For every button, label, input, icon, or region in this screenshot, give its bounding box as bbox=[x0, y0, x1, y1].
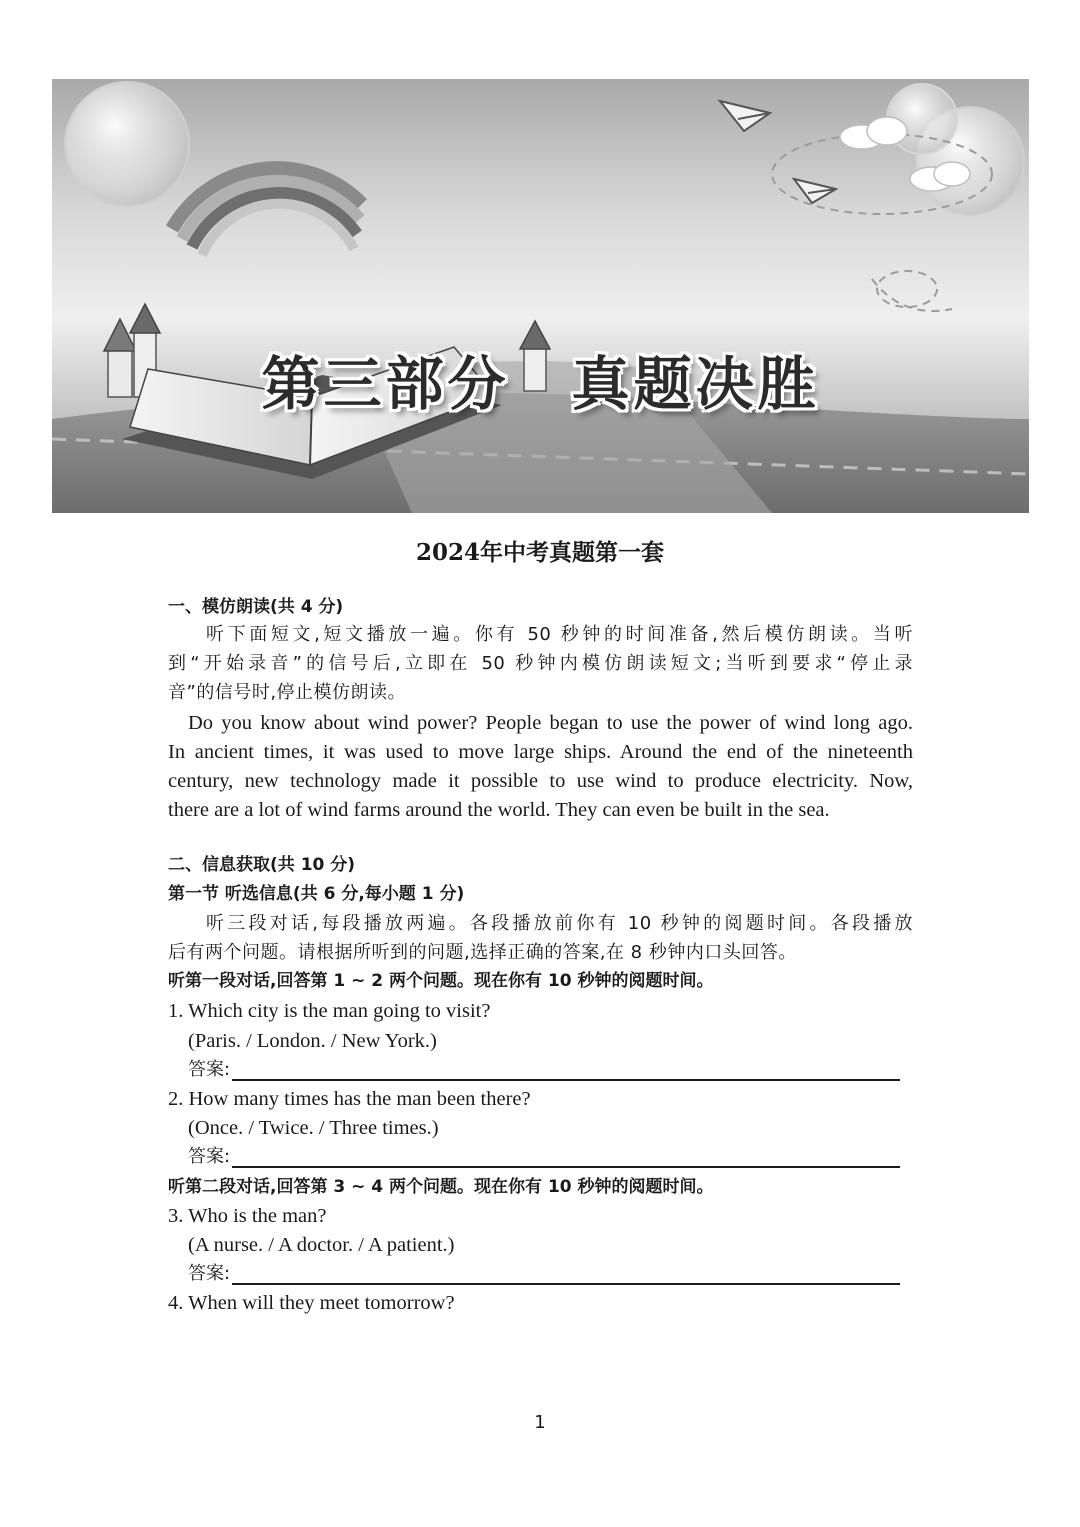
question-4: 4. When will they meet tomorrow? bbox=[168, 1292, 455, 1314]
section1-instruction-line: 到“开始录音”的信号后,立即在 50 秒钟内模仿朗读短文;当听到要求“停止录 bbox=[168, 653, 913, 674]
section2-instruction-line: 听三段对话,每段播放两遍。各段播放前你有 10 秒钟的阅题时间。各段播放 bbox=[206, 913, 913, 934]
paper-plane-icon bbox=[720, 101, 770, 131]
section-banner bbox=[52, 79, 1029, 513]
question-1-options: (Paris. / London. / New York.) bbox=[188, 1030, 437, 1052]
answer-row-1 bbox=[188, 1055, 900, 1081]
answer-blank-1[interactable] bbox=[232, 1057, 900, 1081]
paper-plane-icon bbox=[794, 179, 836, 203]
answer-row-2 bbox=[188, 1142, 900, 1168]
banner-title: 第三部分 真题决胜 bbox=[261, 350, 820, 418]
section1-heading: 一、模仿朗读(共 4 分) bbox=[168, 597, 344, 617]
passage-line: century, new technology made it possible to use wind to produce electricity. Now, bbox=[168, 770, 913, 792]
dialogue2-prompt: 听第二段对话,回答第 3 ~ 4 两个问题。现在你有 10 秒钟的阅题时间。 bbox=[168, 1177, 714, 1197]
bubble-icon bbox=[65, 82, 189, 206]
question-1: 1. Which city is the man going to visit? bbox=[168, 1000, 491, 1022]
section2-instruction-line: 后有两个问题。请根据所听到的问题,选择正确的答案,在 8 秒钟内口头回答。 bbox=[168, 942, 797, 963]
page-number: 1 bbox=[534, 1412, 546, 1433]
answer-blank-3[interactable] bbox=[232, 1261, 900, 1285]
question-3: 3. Who is the man? bbox=[168, 1205, 327, 1227]
section2-heading: 二、信息获取(共 10 分) bbox=[168, 855, 356, 875]
passage-line: Do you know about wind power? People began to use the power of wind long ago. bbox=[188, 712, 913, 734]
section1-instruction-line: 听下面短文,短文播放一遍。你有 50 秒钟的时间准备,然后模仿朗读。当听 bbox=[206, 624, 913, 645]
answer-label: 答案: bbox=[188, 1263, 231, 1284]
answer-row-3 bbox=[188, 1259, 900, 1285]
question-2: 2. How many times has the man been there? bbox=[168, 1088, 531, 1110]
part1-heading: 第一节 听选信息(共 6 分,每小题 1 分) bbox=[168, 884, 465, 904]
answer-label: 答案: bbox=[188, 1146, 231, 1167]
question-3-options: (A nurse. / A doctor. / A patient.) bbox=[188, 1234, 455, 1256]
document-title: 2024年中考真题第一套 bbox=[415, 539, 664, 566]
rainbow-icon bbox=[172, 168, 362, 255]
dialogue1-prompt: 听第一段对话,回答第 1 ~ 2 两个问题。现在你有 10 秒钟的阅题时间。 bbox=[168, 971, 714, 991]
banner-illustration bbox=[52, 79, 1029, 513]
answer-label: 答案: bbox=[188, 1059, 231, 1080]
passage-line: there are a lot of wind farms around the world. They can even be built in the sea. bbox=[168, 799, 830, 821]
section1-instruction-line: 音”的信号时,停止模仿朗读。 bbox=[168, 682, 407, 703]
question-2-options: (Once. / Twice. / Three times.) bbox=[188, 1117, 439, 1139]
answer-blank-2[interactable] bbox=[232, 1144, 900, 1168]
passage-line: In ancient times, it was used to move large ships. Around the end of the nineteenth bbox=[168, 741, 913, 763]
